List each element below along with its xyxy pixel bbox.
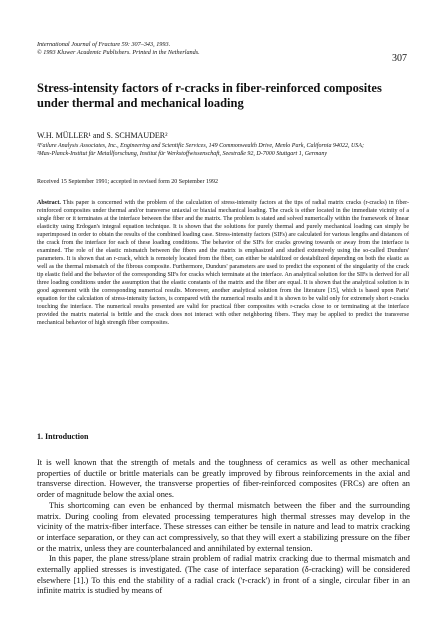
abstract <box>37 199 409 327</box>
journal-citation <box>37 41 200 57</box>
abstract-label: Abstract. <box>37 200 61 206</box>
paragraph: This shortcoming can even be enhanced by thermal mismatch between the fiber and the surrounding matrix. During cooling from elevated processing temperatures high thermal stresses may develop in the vicinity of the matrix-fiber interface. These stresses can either be tensile in nature and lead to matrix cracking or interface separation, or they can act compressively, so that they will exert a stabilizing pressure on the fiber or the matrix, unless they are counterbalanced and annihilated by external tension. <box>37 500 410 553</box>
paragraph: It is well known that the strength of metals and the toughness of ceramics as well as other mechanical properties of ductile or brittle materials can be greatly improved by fibrous reinforcements in the axial and transverse direction. However, the transverse properties of fiber-reinforced composites (FRCs) are often an order of magnitude below the axial ones. <box>37 458 410 500</box>
paragraph: In this paper, the plane stress/plane strain problem of radial matrix cracking due to thermal mismatch and externally applied stresses is investigated. (The case of interface separation (δ-cracking) will be considered elsewhere [1].) To this end the stability of a radial crack ('r-crack') in front of a single, circular fiber in an infinite matrix is studied by means of <box>37 554 410 596</box>
page-number: 307 <box>392 53 407 64</box>
body-text <box>37 458 410 597</box>
affiliations <box>37 142 412 158</box>
paper-title: Stress-intensity factors of r-cracks in fiber-reinforced composites under thermal and mechanical loading <box>37 81 382 110</box>
abstract-text: This paper is concerned with the problem of the calculation of stress-intensity factors at the tips of radial matrix cracks (r-cracks) in fiber-reinforced composites under thermal and/or transverse uniaxial or biaxial mechanical loading. The crack is either located in the immediate vicinity of a single fiber or it terminates at the interface between the fiber and the matrix. The problem is stated and solved numerically within the framework of linear elasticity using Erdogan's integral equation technique. It is shown that the solutions for purely thermal and purely mechanical loading can simply be superimposed in order to obtain the results of the combined loading case. Stress-intensity factors (SIFs) are calculated for various lengths and distances of the crack from the interface for each of these loading conditions. The behavior of the SIFs for cracks growing towards or away from the interface is examined. The role of the elastic mismatch between the fibers and the matrix is emphasized and studied extensively using the so-called Dundurs' parameters. It is shown that an r-crack, which is remotely located from the fiber, can either be stabilized or destabilized depending on both the elastic as well as the thermal mismatch of the fibrous composite. Furthermore, Dundurs' parameters are used to predict the exponent of the singularity of the crack tip elastic field and the behavior of the corresponding SIFs for cracks which terminate at the interface. An analytical solution for the SIFs is derived for all three loading conditions under the assumption that the elastic constants of the matrix and the fiber are equal. It is shown that the analytical solution is in good agreement with the corresponding numerical results. Moreover, another analytical solution from the literature [15], which is based upon Paris' equation for the calculation of stress-intensity factors, is compared with the numerical results and it is shown to be valid only for extremely short r-cracks touching the interface. The numerical results presented are valid for practical fiber composites with r-cracks close to or terminating at the interface provided the matrix material is brittle and the crack does not interact with other neighboring fibers. They may be applied to predict the transverse mechanical behavior of high strength fiber composites. <box>37 200 409 326</box>
affiliation-1: ¹Failure Analysis Associates, Inc., Engineering and Scientific Services, 149 Commonwealth Drive, Menlo Park, California 94022, USA; <box>37 143 364 149</box>
received-dates: Received 15 September 1991; accepted in revised form 20 September 1992 <box>37 179 218 185</box>
copyright-line: © 1993 Kluwer Academic Publishers. Printed in the Netherlands. <box>37 49 200 56</box>
author-list: W.H. MÜLLER¹ and S. SCHMAUDER² <box>37 131 168 140</box>
journal-line: International Journal of Fracture 59: 307–343, 1993. <box>37 41 171 48</box>
section-heading: 1. Introduction <box>37 432 89 441</box>
affiliation-2: ²Max-Planck-Institut für Metallforschung, Institut für Werkstoffwissenschaft, Seestraße 92, D-7000 Stuttgart 1, Germany <box>37 151 328 157</box>
